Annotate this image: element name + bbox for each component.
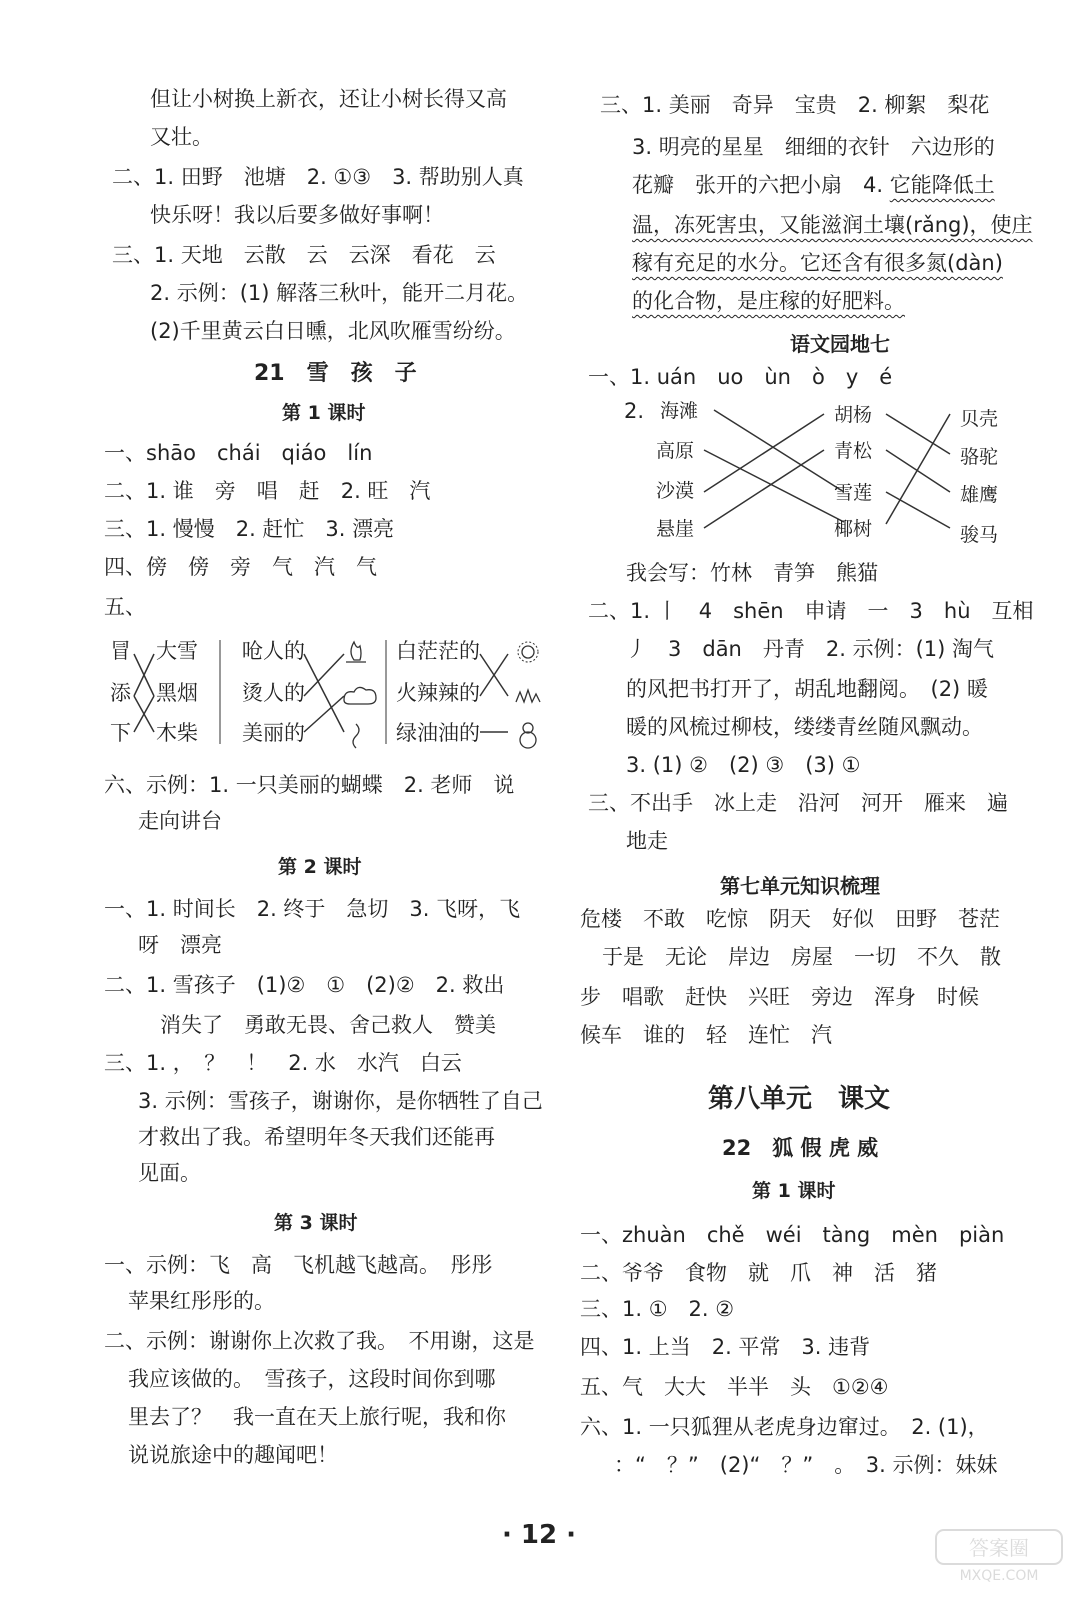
text-line: 六、示例：1. 一只美丽的蝴蝶 2. 老师 说 xyxy=(104,773,515,797)
text-line: 二、1. 丨 4 shēn 申请 一 3 hù 互相 xyxy=(588,599,1034,623)
text-line: 候车 谁的 轻 连忙 汽 xyxy=(580,1023,832,1047)
section-heading: 第七单元知识梳理 xyxy=(720,874,880,898)
lesson-title: 21 雪 孩 子 xyxy=(254,361,417,386)
text-line: 三、1. ① 2. ② xyxy=(580,1297,735,1321)
match-item: 烫人的 xyxy=(242,681,305,705)
text-line: 二、爷爷 食物 就 爪 神 活 猪 xyxy=(580,1261,937,1285)
text-line: (2)千里黄云白日曛，北风吹雁雪纷纷。 xyxy=(150,319,516,343)
text-line: 又壮。 xyxy=(150,125,213,149)
text-line: 四、傍 傍 旁 气 汽 气 xyxy=(104,555,377,579)
text-line: 三、1. 美丽 奇异 宝贵 2. 柳絮 梨花 xyxy=(600,93,990,117)
match-middle-item: 胡杨 xyxy=(834,404,873,426)
text-line: 三、1. 天地 云散 云 云深 看花 云 xyxy=(112,243,496,267)
text-line: 二、1. 雪孩子 (1)② ① (2)② 2. 救出 xyxy=(104,973,505,997)
text-line: 呀 漂亮 xyxy=(138,933,222,957)
period-heading: 第 1 课时 xyxy=(752,1180,836,1202)
smoke-icon xyxy=(353,724,359,748)
text-line: 苹果红彤彤的。 xyxy=(128,1289,275,1313)
match-right-item: 大雪 xyxy=(156,639,198,663)
cloud-icon xyxy=(344,687,376,704)
underlined-answer: 稼有充足的水分。它还含有很多氮(dàn) xyxy=(632,251,1003,275)
matching-exercise xyxy=(624,394,1044,550)
text-line: 步 唱歌 赶快 兴旺 旁边 浑身 时候 xyxy=(580,985,979,1009)
text-line: 我应该做的。 雪孩子，这段时间你到哪 xyxy=(128,1367,496,1391)
match-right-item: 雄鹰 xyxy=(960,484,999,506)
text-line: 2. 示例：(1) 解落三秋叶，能开二月花。 xyxy=(150,281,529,305)
lesson-title: 22 狐 假 虎 威 xyxy=(722,1136,879,1160)
text-line: 二、1. 田野 池塘 2. ①③ 3. 帮助别人真 xyxy=(112,165,524,189)
match-item: 白茫茫的 xyxy=(396,639,480,663)
text-line: 二、1. 谁 旁 唱 赶 2. 旺 汽 xyxy=(104,479,431,503)
match-left-item: 冒 xyxy=(110,639,131,663)
text-line: 危楼 不敢 吃惊 阴天 好似 田野 苍茫 xyxy=(580,907,1000,931)
match-item: 火辣辣的 xyxy=(396,681,480,705)
section-heading: 语文园地七 xyxy=(790,332,890,356)
text-line: 走向讲台 xyxy=(138,809,222,833)
text-line: 消失了 勇敢无畏、舍己救人 赞美 xyxy=(160,1013,496,1037)
grass-icon xyxy=(516,690,540,702)
text-line: 四、1. 上当 2. 平常 3. 违背 xyxy=(580,1335,871,1359)
underlined-answer: 温，冻死害虫，又能滋润土壤(rǎng)，使庄 xyxy=(632,213,1033,237)
text-line: 一、1. 时间长 2. 终于 急切 3. 飞呀，飞 xyxy=(104,897,521,921)
svg-text:答案圈: 答案圈 xyxy=(969,1536,1029,1560)
matching-exercise xyxy=(104,632,564,752)
text-line: 五、气 大大 半半 头 ①②④ xyxy=(580,1375,889,1399)
text-line: 但让小树换上新衣，还让小树长得又高 xyxy=(150,87,507,111)
text-line: 一、shāo chái qiáo lín xyxy=(104,441,373,465)
text-line: 三、1. 慢慢 2. 赶忙 3. 漂亮 xyxy=(104,517,395,541)
match-middle-item: 椰树 xyxy=(834,518,873,540)
text-line: 五、 xyxy=(104,595,146,619)
text-line: 才救出了我。希望明年冬天我们还能再 xyxy=(138,1125,495,1149)
match-left-item: 海滩 xyxy=(660,400,699,422)
snowman-icon xyxy=(520,723,536,748)
match-right-item: 黑烟 xyxy=(156,681,198,705)
text-line: 3. (1) ② (2) ③ (3) ① xyxy=(626,753,861,777)
text-line: ：“ ？” (2)“ ？” 。 3. 示例：妹妹 xyxy=(614,1453,998,1477)
text-line: 3. 示例：雪孩子，谢谢你，是你牺牲了自己 xyxy=(138,1089,543,1113)
match-item: 美丽的 xyxy=(242,721,305,745)
match-right-item: 骏马 xyxy=(960,524,999,546)
underlined-answer: 它能降低土 xyxy=(889,173,995,197)
text-line: 一、zhuàn chě wéi tàng mèn piàn xyxy=(580,1223,1005,1247)
match-right-item: 贝壳 xyxy=(960,408,999,430)
text-line: 一、1. uán uo ùn ò y é xyxy=(588,365,893,389)
match-left-item: 添 xyxy=(110,681,131,705)
text-line: 丿 3 dān 丹青 2. 示例：(1) 淘气 xyxy=(626,637,995,661)
period-heading: 第 2 课时 xyxy=(278,856,362,878)
text-line: 快乐呀！我以后要多做好事啊！ xyxy=(150,203,444,227)
watermark-logo xyxy=(934,1528,1064,1584)
fire-icon xyxy=(346,642,366,662)
match-right-item: 木柴 xyxy=(156,721,198,745)
match-left-item: 下 xyxy=(110,721,131,745)
underlined-answer: 的化合物，是庄稼的好肥料。 xyxy=(632,289,905,313)
match-middle-item: 雪莲 xyxy=(834,482,873,504)
text-line: 3. 明亮的星星 细细的衣针 六边形的 xyxy=(632,135,995,159)
svg-text:MXQE.COM: MXQE.COM xyxy=(959,1568,1039,1584)
match-left-item: 悬崖 xyxy=(656,518,695,540)
period-heading: 第 1 课时 xyxy=(282,402,366,424)
text-line: 三、1. ， ？ ！ 2. 水 水汽 白云 xyxy=(104,1051,462,1075)
unit-heading: 第八单元 课文 xyxy=(708,1084,891,1114)
text-line: 六、1. 一只狐狸从老虎身边窜过。 2. (1)， xyxy=(580,1415,989,1439)
period-heading: 第 3 课时 xyxy=(274,1212,358,1234)
text-line: 三、不出手 冰上走 沿河 河开 雁来 遍 xyxy=(588,791,1008,815)
text-line: 见面。 xyxy=(138,1161,201,1185)
text-line: 里去了？ 我一直在天上旅行呢，我和你 xyxy=(128,1405,506,1429)
match-left-item: 高原 xyxy=(656,440,695,462)
text-line: 于是 无论 岸边 房屋 一切 不久 散 xyxy=(602,945,1001,969)
text-line: 说说旅途中的趣闻吧！ xyxy=(128,1443,338,1467)
match-label: 2. xyxy=(624,399,645,423)
match-left-item: 沙漠 xyxy=(656,480,695,502)
text-line: 二、示例：谢谢你上次救了我。 不用谢，这是 xyxy=(104,1329,535,1353)
text-line: 的风把书打开了，胡乱地翻阅。 (2) 暖 xyxy=(626,677,988,701)
text-line: 暖的风梳过柳枝，缕缕青丝随风飘动。 xyxy=(626,715,983,739)
match-middle-item: 青松 xyxy=(834,440,873,462)
text-line: 一、示例：飞 高 飞机越飞越高。 彤彤 xyxy=(104,1253,493,1277)
text-line xyxy=(632,172,995,198)
text-segment: 花瓣 张开的六把小扇 4. xyxy=(632,173,890,197)
page-number: · 12 · xyxy=(502,1520,577,1550)
sun-icon xyxy=(518,642,538,662)
match-item: 呛人的 xyxy=(242,639,305,663)
text-line: 我会写：竹林 青笋 熊猫 xyxy=(626,561,878,585)
match-item: 绿油油的 xyxy=(396,721,480,745)
match-right-item: 骆驼 xyxy=(960,446,999,468)
text-line: 地走 xyxy=(626,829,668,853)
